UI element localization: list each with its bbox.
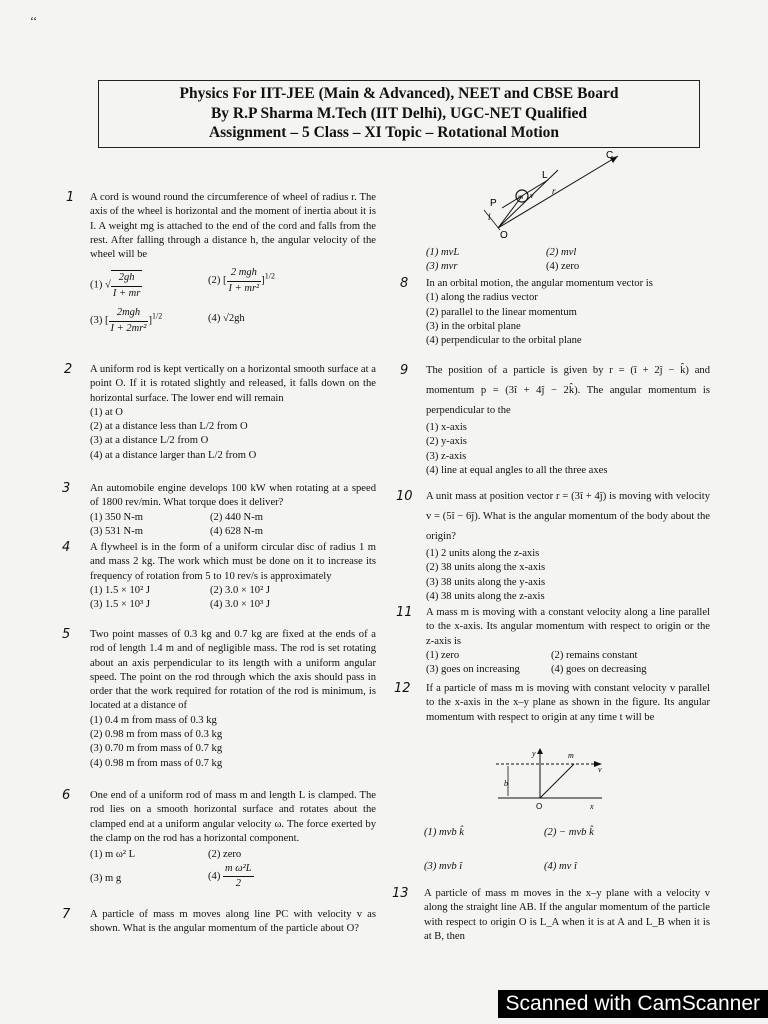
question-12 bbox=[394, 681, 710, 725]
label-v: v bbox=[530, 191, 534, 200]
option-3: (3) [ $\frac{\text{2mgh}}{\text{I + 2mr²}}$ ]$^{1/2}$ bbox=[90, 307, 163, 334]
q9-options: (1) x-axis (2) y-axis (3) z-axis (4) line at equal angles to all the three axes bbox=[426, 422, 608, 476]
option-1: (1) √ $\frac{2gh}{I + mr}$ bbox=[90, 270, 142, 301]
label-m: m bbox=[518, 193, 524, 201]
assignment-title: Assignment – 5 Class – XI Topic – Rotational Motion bbox=[208, 124, 560, 141]
option-2: (2) [ $\frac{\text{2 mgh}}{\text{I + mr²}}$ ]$^{1/2}$ bbox=[208, 267, 275, 294]
question-8 bbox=[400, 276, 710, 348]
question-text: A cord is wound round the circumference of wheel of radius r. The axis of the wheel is horizontal and the moment of inertia about it is I. A weight mg is attached to the end of the cord and falls from the rest. After falling through a distance h, the angular velocity of the wheel will be bbox=[90, 192, 376, 261]
question-1 bbox=[66, 190, 376, 336]
question-5 bbox=[62, 627, 376, 771]
question-number: 3 bbox=[62, 481, 71, 496]
label-x: x bbox=[590, 802, 594, 811]
label-o: O bbox=[536, 802, 543, 811]
question-number: 8 bbox=[400, 276, 409, 291]
question-number: 11 bbox=[396, 605, 413, 620]
question-text: If a particle of mass m is moving with constant velocity v parallel to the x-axis in the x–y plane as shown in the figure. Its angular momentum with respect to origin at any time t will be bbox=[426, 683, 710, 723]
question-4 bbox=[62, 540, 376, 612]
label-r: r bbox=[552, 186, 556, 196]
question-text: A uniform rod is kept vertically on a horizontal smooth surface at a point O. If it is rotated slightly and released, it falls down on the horizontal surface. The lower end will remain bbox=[90, 364, 376, 404]
q12-options: (1) mvb k̂ (2) − mvb k̂ (3) mvb î (4) mv î bbox=[424, 827, 594, 873]
question-6 bbox=[62, 788, 376, 892]
label-y: y bbox=[532, 749, 536, 758]
question-number: 2 bbox=[64, 362, 73, 377]
question-text: A particle of mass m moves along line PC with velocity v as shown. What is the angular momentum of the particle about O? bbox=[90, 909, 376, 935]
question-text: A particle of mass m moves in the x–y plane with a velocity v along the straight line AB. If the angular momentum of the particle with respect to origin O is L_A when it is at A and L_B when it is at B, then bbox=[424, 888, 710, 942]
question-text: A mass m is moving with a constant velocity along a line parallel to the x-axis. Its angular momentum with respect to origin or the z-axis is bbox=[426, 607, 710, 647]
question-3 bbox=[62, 481, 376, 539]
question-number: 6 bbox=[62, 788, 71, 803]
option-4: (4) √2gh bbox=[208, 313, 245, 325]
question-number: 5 bbox=[62, 627, 71, 642]
question-number: 9 bbox=[400, 363, 409, 378]
question-text: Two point masses of 0.3 kg and 0.7 kg are fixed at the ends of a rod of length 1.4 m and of negligible mass. The rod is set rotating about an axis perpendicular to its length with a uniform angular speed. The point on the rod through which the axis should pass in order that the work required for rotation of the rod is minimum, is located at a distance of bbox=[90, 629, 376, 712]
question-text: A flywheel is in the form of a uniform circular disc of radius 1 m and mass 2 kg. The work which must be done on it to increase its frequency of rotation from 5 to 10 rev/s is approximately bbox=[90, 542, 376, 582]
question-number: 7 bbox=[62, 907, 71, 922]
q7-options: (1) mvL (2) mvl (3) mvr (4) zero bbox=[426, 247, 580, 273]
q3-options: (1) 350 N-m (2) 440 N-m (3) 531 N-m (4) 628 N-m bbox=[90, 511, 263, 537]
question-number: 1 bbox=[66, 190, 75, 205]
question-text: A unit mass at position vector r = (3î + 4ĵ) is moving with velocity v = (5î − 6ĵ). What is the angular momentum of the body about the origin? bbox=[426, 491, 710, 542]
question-number: 13 bbox=[392, 886, 409, 901]
question-text: An automobile engine develops 100 kW when rotating at a speed of 1800 rev/min. What torque does it deliver? bbox=[90, 483, 376, 509]
figure-q7-diagram bbox=[478, 148, 628, 240]
label-o: O bbox=[500, 230, 508, 240]
q5-options: (1) 0.4 m from mass of 0.3 kg (2) 0.98 m from mass of 0.3 kg (3) 0.70 m from mass of 0.7 kg (4) 0.98 m from mass of 0.7 kg bbox=[90, 714, 223, 769]
question-text: One end of a uniform rod of mass m and length L is clamped. The rod lies on a smooth horizontal surface and rotates about the clamped end at a uniform angular velocity ω. The force exerted by the clamp on the rod has a horizontal component. bbox=[90, 790, 376, 844]
question-number: 10 bbox=[396, 489, 413, 504]
label-l-small: l bbox=[488, 212, 491, 222]
question-text: In an orbital motion, the angular momentum vector is bbox=[426, 278, 653, 289]
header-title: Physics For IIT-JEE (Main & Advanced), NEET and CBSE Board bbox=[179, 85, 619, 102]
label-v: v bbox=[598, 765, 602, 774]
question-13 bbox=[392, 886, 710, 944]
question-number: 12 bbox=[394, 681, 411, 696]
q4-options: (1) 1.5 × 10² J (2) 3.0 × 10² J (3) 1.5 × 10³ J (4) 3.0 × 10³ J bbox=[90, 584, 271, 611]
q8-options: (1) along the radius vector (2) parallel to the linear momentum (3) in the orbital plane (4) perpendicular to the orbital plane bbox=[426, 292, 582, 347]
question-9 bbox=[400, 361, 710, 478]
scanner-watermark: Scanned with CamScanner bbox=[498, 990, 768, 1018]
header-author: By R.P Sharma M.Tech (IIT Delhi), UGC-NET Qualified bbox=[210, 105, 588, 122]
corner-marks: ‘‘ bbox=[30, 14, 38, 28]
q10-options: (1) 2 units along the z-axis (2) 38 units along the x-axis (3) 38 units along the y-axis (4) 38 units along the z-axis bbox=[426, 548, 546, 602]
q6-options: (1) m ω² L (2) zero (3) m g (4) $\frac{\text{m ω²L}}{2}$ bbox=[90, 849, 252, 890]
q2-options: (1) at O (2) at a distance less than L/2 from O (3) at a distance L/2 from O (4) at a distance larger than L/2 from O bbox=[90, 406, 257, 461]
label-c: C bbox=[606, 150, 614, 161]
question-number: 4 bbox=[62, 540, 71, 555]
label-m: m bbox=[568, 751, 574, 760]
label-l-big: L bbox=[542, 170, 548, 181]
question-2 bbox=[64, 362, 376, 463]
label-p: P bbox=[490, 198, 497, 209]
question-text: The position of a particle is given by r = (î + 2ĵ − k̂) and momentum p = (3î + 4ĵ − 2k̂). The angular momentum is perpendicular to the bbox=[426, 365, 710, 416]
question-7 bbox=[62, 907, 376, 937]
q1-options bbox=[90, 266, 376, 336]
q11-options: (1) zero (2) remains constant (3) goes on increasing (4) goes on decreasing bbox=[426, 649, 647, 676]
figure-q12-diagram bbox=[494, 746, 614, 812]
question-10 bbox=[396, 487, 710, 604]
question-11 bbox=[396, 605, 710, 677]
label-b: b bbox=[504, 779, 508, 788]
